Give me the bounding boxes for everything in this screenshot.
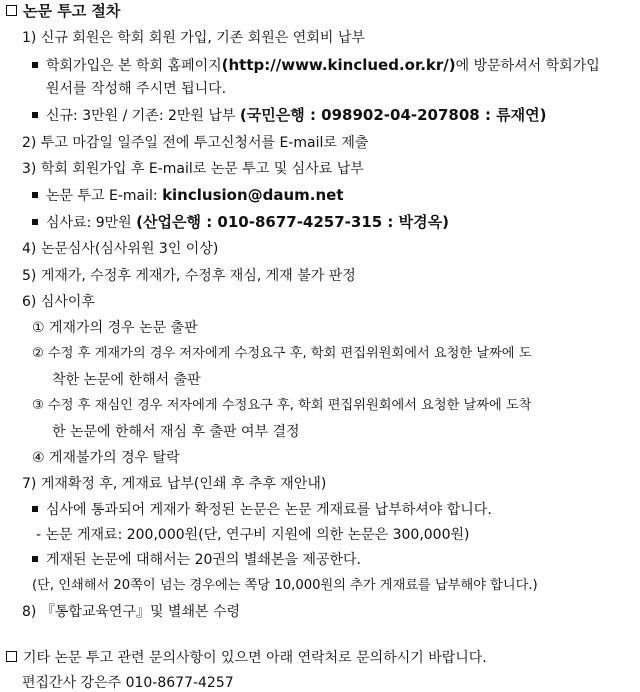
text: 신규: 3만원 / 기존: 2만원 납부: [46, 108, 240, 124]
step-6-item-3-line-1: ③ 수정 후 재심인 경우 저자에게 수정요구 후, 학회 편집위원회에서 요청한 날짜에 도착: [32, 398, 532, 413]
procedure-heading: 논문 투고 절차: [23, 2, 121, 20]
square-bullet-icon: [6, 5, 17, 16]
text: 심사료: 9만원: [46, 215, 137, 231]
section-heading: [6, 2, 120, 20]
step-1-bullet-1-line-1: [32, 56, 600, 75]
step-5: 5) 게재가, 수정후 게재가, 수정후 재심, 게재 불가 판정: [22, 268, 356, 284]
step-6-title: 6) 심사이후: [22, 294, 95, 310]
step-6-item-1: ① 게재가의 경우 논문 출판: [32, 320, 198, 336]
step-4: 4) 논문심사(심사위원 3인 이상): [22, 241, 219, 257]
text: 게재된 논문에 대해서는 20권의 별쇄본을 제공한다.: [46, 552, 361, 568]
step-6-item-3-line-2: 한 논문에 한해서 재심 후 출판 여부 결정: [52, 424, 300, 440]
bank-info-1: (국민은행 : 098902-04-207808 : 류재연): [239, 106, 547, 124]
editor-contact: 편집간사 강은주 010-8677-4257: [22, 675, 234, 691]
step-7-note: (단, 인쇄해서 20쪽이 넘는 경우에는 쪽당 10,000원의 추가 게재료를 납부해야 합니다.): [32, 578, 538, 593]
step-6-item-4: ④ 게재불가의 경우 탈락: [32, 450, 180, 466]
bullet-icon: [32, 62, 38, 68]
step-8: 8) 『통합교육연구』및 별쇄본 수령: [22, 604, 241, 620]
step-7-bullet-2: [32, 551, 361, 569]
step-7-fee: - 논문 게재료: 200,000원(단, 연구비 지원에 의한 논문은 300,000원): [36, 527, 470, 543]
step-7-bullet-1: [32, 501, 492, 519]
text: 에 방문하셔서 학회가입: [455, 58, 600, 74]
bullet-icon: [32, 112, 38, 118]
step-7-title: 7) 게재확정 후, 게재료 납부(인쇄 후 추후 재안내): [22, 476, 327, 492]
step-3-bullet-1: [32, 186, 344, 205]
bullet-icon: [32, 219, 38, 225]
contact-line: [6, 649, 487, 667]
step-6-item-2-line-1: ② 수정 후 게재가의 경우 저자에게 수정요구 후, 학회 편집위원회에서 요청한 날짜에 도: [32, 346, 532, 361]
bullet-icon: [32, 506, 38, 512]
step-1-bullet-1-line-2: 원서를 작성해 주시면 됩니다.: [46, 81, 227, 97]
bank-info-2: (산업은행 : 010-8677-4257-315 : 박경옥): [136, 213, 449, 231]
step-6-item-2-line-2: 착한 논문에 한해서 출판: [52, 372, 201, 388]
step-2: 2) 투고 마감일 일주일 전에 투고신청서를 E-mail로 제출: [22, 135, 369, 151]
text: 학회가입은 본 학회 홈페이지: [46, 58, 222, 74]
text: 논문 투고 E-mail:: [46, 188, 163, 204]
step-3-bullet-2: [32, 213, 449, 232]
square-bullet-icon: [6, 651, 17, 662]
bullet-icon: [32, 556, 38, 562]
step-1-title: 1) 신규 회원은 학회 회원 가입, 기존 회원은 연회비 납부: [22, 30, 365, 46]
homepage-url: (http://www.kinclued.or.kr/): [221, 56, 456, 74]
text: 기타 논문 투고 관련 문의사항이 있으면 아래 연락처로 문의하시기 바랍니다.: [23, 650, 487, 666]
submission-email: kinclusion@daum.net: [162, 186, 344, 204]
bullet-icon: [32, 192, 38, 198]
step-1-bullet-2: [32, 106, 547, 125]
text: 심사에 통과되어 게재가 확정된 논문은 논문 게재료를 납부하셔야 합니다.: [46, 502, 492, 518]
step-3-title: 3) 학회 회원가입 후 E-mail로 논문 투고 및 심사료 납부: [22, 161, 364, 177]
